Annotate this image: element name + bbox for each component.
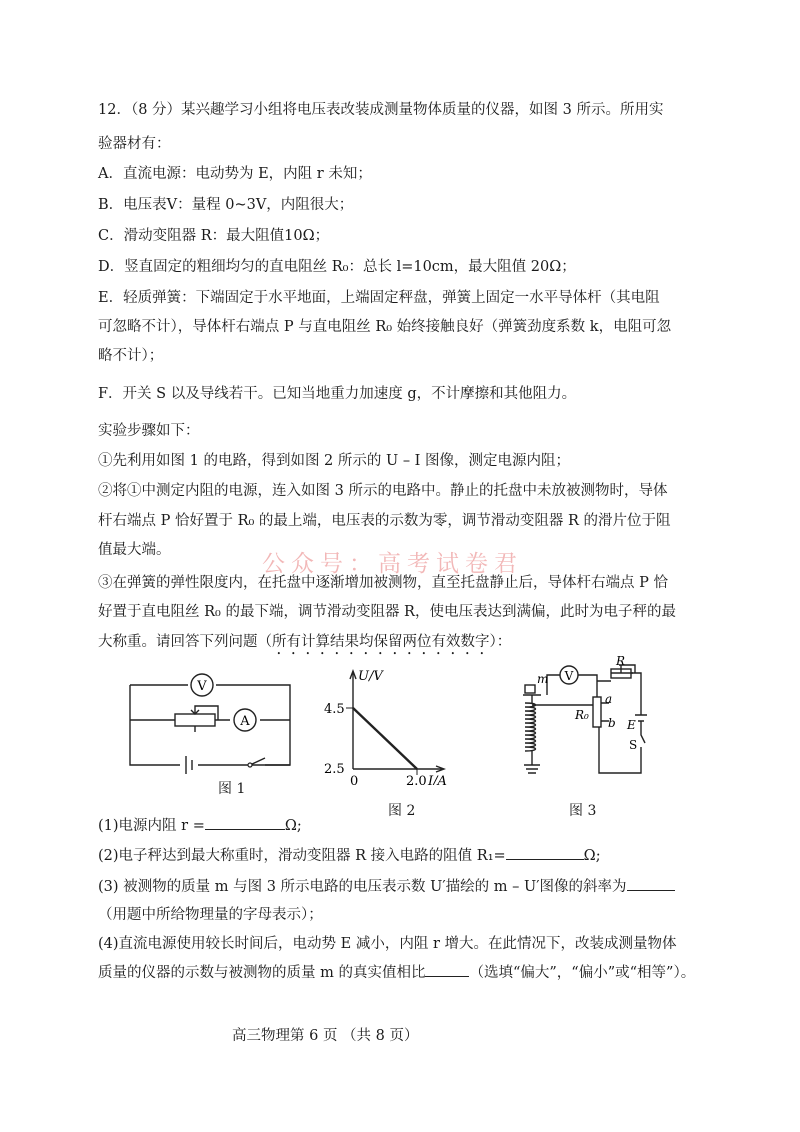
step-3-line3-a: 大称重。请回答下列问题（ (98, 634, 272, 650)
figure-3-circuit (515, 655, 665, 785)
y-tick-bottom: 2.5 (324, 762, 345, 777)
watermark: 公众号：高考试卷君 (262, 551, 523, 577)
answer-1-blank[interactable] (205, 815, 285, 830)
r0-label: R₀ (575, 708, 589, 722)
answer-1-unit: Ω; (284, 818, 302, 834)
step-1: ①先利用如图 1 的电路，得到如图 2 所示的 U – I 图像，测定电源内阻； (98, 453, 571, 469)
figure-1-circuit (120, 665, 305, 780)
step-3-line1: ③在弹簧的弹性限度内，在托盘中逐渐增加被测物，直至托盘静止后，导体杆右端点 P 恰 (98, 575, 668, 591)
answer-4-text: 质量的仪器的示数与被测物的质量 m 的真实值相比 (98, 965, 426, 981)
answer-1 (98, 815, 718, 836)
answer-4-options: （选填“偏大”，“偏小”或“相等”）。 (469, 965, 696, 981)
step-3-line3-c: ）： (489, 634, 512, 650)
origin-label: 0 (350, 774, 359, 785)
steps-title: 实验步骤如下： (98, 423, 200, 439)
emf-label: E (627, 718, 636, 732)
x-axis-label: I/A (428, 774, 447, 785)
item-c: C．滑动变阻器 R：最大阻值10Ω； (98, 228, 330, 244)
answer-3-text: (3) 被测物的质量 m 与图 3 所示电路的电压表示数 U′描绘的 m – U′图像的斜率为 (98, 879, 627, 895)
spring (525, 703, 536, 751)
voltmeter-label: V (197, 679, 207, 694)
mass-label: m (537, 672, 549, 686)
item-e-line1: E．轻质弹簧：下端固定于水平地面，上端固定秤盘，弹簧上固定一水平导体杆（其电阻 (98, 290, 660, 306)
rheostat-symbol (175, 714, 215, 726)
answer-2-unit: Ω; (583, 848, 601, 864)
battery-symbol (186, 756, 192, 774)
answer-3 (98, 876, 718, 897)
answer-2 (98, 845, 718, 866)
item-f: F．开关 S 以及导线若干。已知当地重力加速度 g，不计摩擦和其他阻力。 (98, 386, 577, 402)
emphasis-text: 所有计算结果均保留两位有效数字 (272, 634, 490, 650)
voltmeter-label: V (564, 669, 574, 683)
u-i-line (353, 708, 417, 769)
step-3-line2: 好置于直电阻丝 R₀ 的最下端，调节滑动变阻器 R，使电压表达到满偏，此时为电子秤的最 (98, 604, 676, 620)
point-a-label: a (605, 692, 613, 706)
answer-4-blank[interactable] (425, 962, 469, 977)
point-b-label: b (608, 716, 616, 730)
figure-2-graph (318, 665, 458, 785)
y-axis-label: U/V (358, 669, 383, 684)
figure-1-caption: 图 1 (218, 781, 246, 797)
question-header: 12．（8 分）某兴趣学习小组将电压表改装成测量物体质量的仪器，如图 3 所示。所用实 (98, 102, 664, 118)
item-b: B．电压表Ⅴ：量程 0~3V，内阻很大； (98, 197, 354, 213)
switch-label: S (629, 738, 638, 752)
step-2-line2: 杆右端点 P 恰好置于 R₀ 的最上端，电压表的示数为零，调节滑动变阻器 R 的滑片位于阻 (98, 513, 671, 529)
page-footer: 高三物理第 6 页 （共 8 页） (232, 1028, 419, 1044)
figure-2-caption: 图 2 (388, 803, 416, 819)
switch-symbol (248, 763, 252, 767)
battery-symbol (635, 715, 647, 721)
step-2-line1: ②将①中测定内阻的电源，连入如图 3 所示的电路中。静止的托盘中未放被测物时，导体 (98, 483, 668, 499)
ammeter-label: A (240, 714, 250, 729)
answer-3-blank[interactable] (627, 876, 675, 891)
answer-4-line1: (4)直流电源使用较长时间后，电动势 E 减小，内阻 r 增大。在此情况下，改装成测量物体 (98, 936, 677, 952)
step-2-line3: 值最大端。 (98, 542, 171, 558)
answer-2-text: (2)电子秤达到最大称重时，滑动变阻器 R 接入电路的阻值 R₁= (98, 848, 506, 864)
answer-3-cont: （用题中所给物理量的字母表示）； (98, 907, 323, 923)
y-tick-top: 4.5 (324, 702, 345, 717)
item-e-line2: 可忽略不计），导体杆右端点 P 与直电阻丝 R₀ 始终接触良好（弹簧劲度系数 k，电阻可忽 (98, 319, 672, 335)
resistor-wire-R0 (593, 697, 601, 727)
item-d: D．竖直固定的粗细均匀的直电阻丝 R₀：总长 l=10cm，最大阻值 20Ω； (98, 259, 576, 275)
item-a: A．直流电源：电动势为 E，内阻 r 未知； (98, 166, 372, 182)
answer-4-line2 (98, 962, 718, 983)
answer-1-text: (1)电源内阻 r = (98, 818, 205, 834)
figure-3-caption: 图 3 (569, 803, 597, 819)
item-e-line3: 略不计）； (98, 348, 164, 364)
question-header-cont: 验器材有： (98, 136, 171, 152)
x-tick-end: 2.0 (406, 774, 427, 785)
answer-2-blank[interactable] (506, 845, 584, 860)
rheostat-label: R (616, 655, 626, 668)
